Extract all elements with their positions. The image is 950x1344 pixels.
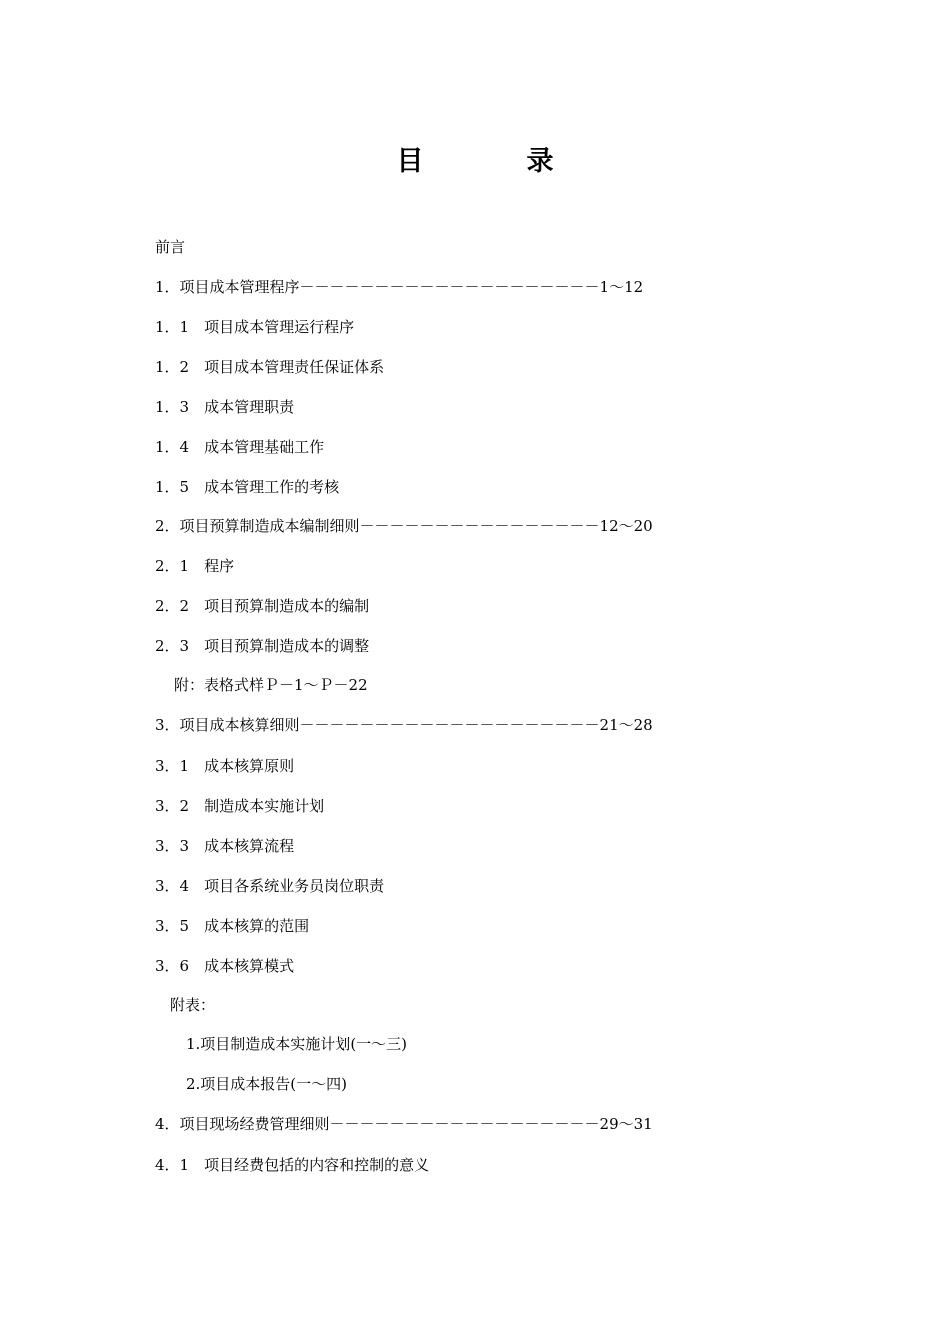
toc-entry-3-5: 3．5 成本核算的范围: [155, 917, 310, 935]
toc-entry-2: 2．项目预算制造成本编制细则－－－－－－－－－－－－－－－－12～20: [155, 517, 653, 535]
toc-entry-2-2: 2．2 项目预算制造成本的编制: [155, 597, 370, 615]
toc-entry-4-1: 4．1 项目经费包括的内容和控制的意义: [155, 1156, 430, 1174]
toc-entry-2-1: 2．1 程序: [155, 557, 235, 575]
toc-entry-1-1: 1．1 项目成本管理运行程序: [155, 318, 355, 336]
toc-entry-2-3: 2．3 项目预算制造成本的调整: [155, 637, 370, 655]
toc-entry-3-3: 3．3 成本核算流程: [155, 837, 295, 855]
toc-entry-preface: 前言: [155, 238, 186, 256]
toc-entry-1: 1．项目成本管理程序－－－－－－－－－－－－－－－－－－－－1～12: [155, 278, 644, 296]
toc-entry-1-4: 1．4 成本管理基础工作: [155, 438, 325, 456]
toc-entry-1-5: 1．5 成本管理工作的考核: [155, 478, 340, 496]
toc-entry-3-2: 3．2 制造成本实施计划: [155, 797, 325, 815]
toc-entry-3-6: 3．6 成本核算模式: [155, 957, 295, 975]
toc-entry-attachment-forms: 附：表格式样Ｐ－1～Ｐ－22: [174, 676, 368, 694]
toc-entry-3-1: 3．1 成本核算原则: [155, 757, 295, 775]
toc-entry-1-3: 1．3 成本管理职责: [155, 398, 295, 416]
toc-entry-1-2: 1．2 项目成本管理责任保证体系: [155, 358, 385, 376]
toc-entry-attached-table-1: 1.项目制造成本实施计划(一～三): [186, 1035, 408, 1053]
toc-entry-4: 4．项目现场经费管理细则－－－－－－－－－－－－－－－－－－29～31: [155, 1115, 653, 1133]
toc-entry-attached-table-2: 2.项目成本报告(一～四): [186, 1075, 348, 1093]
page-title: 目 录: [396, 146, 592, 177]
toc-entry-3: 3．项目成本核算细则－－－－－－－－－－－－－－－－－－－－21～28: [155, 716, 653, 734]
toc-entry-attached-tables: 附表：: [170, 996, 216, 1014]
toc-entry-3-4: 3．4 项目各系统业务员岗位职责: [155, 877, 385, 895]
